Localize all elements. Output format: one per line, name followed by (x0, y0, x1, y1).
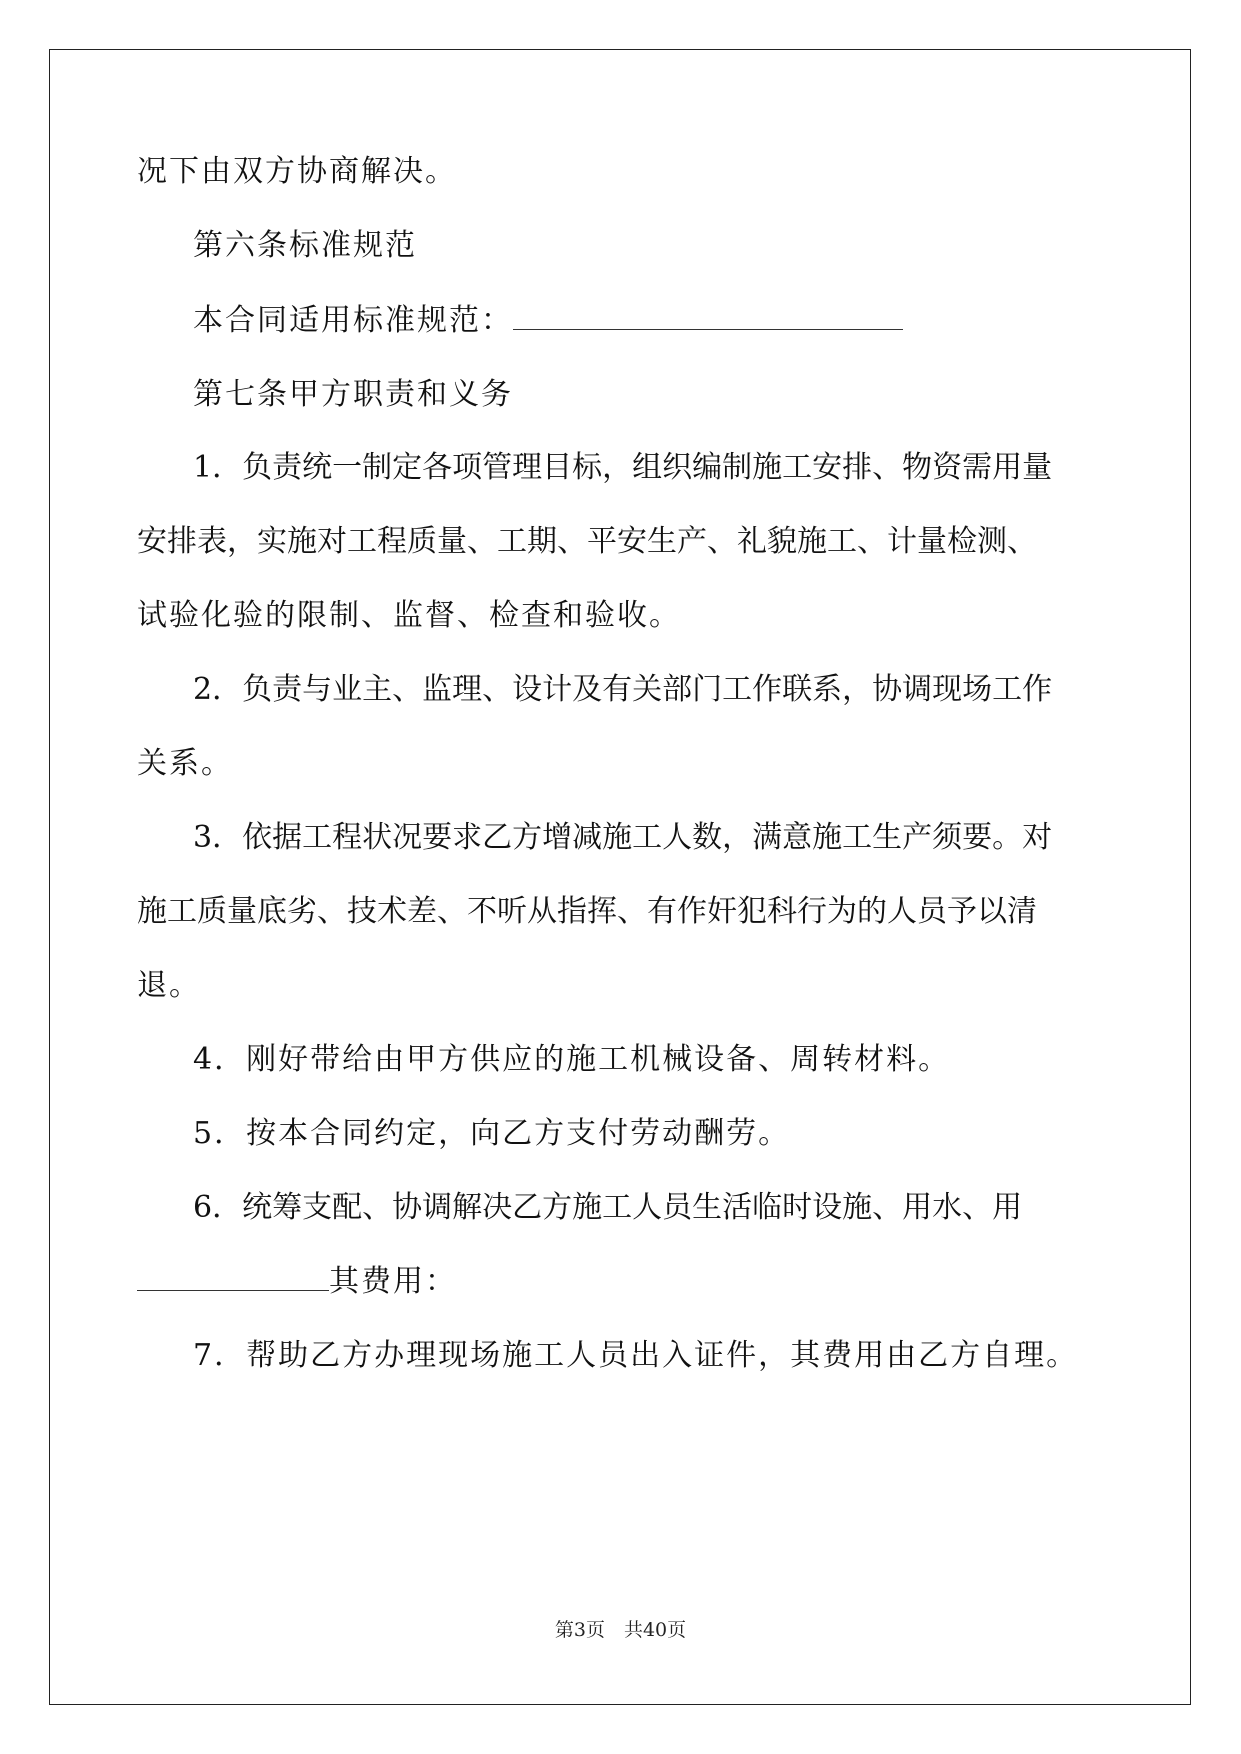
paragraph-line: 7．帮助乙方办理现场施工人员出入证件，其费用由乙方自理。 (193, 1338, 1079, 1373)
paragraph-line: 试验化验的限制、监督、检查和验收。 (137, 598, 681, 633)
paragraph-line: 况下由双方协商解决。 (137, 154, 457, 189)
standards-label: 本合同适用标准规范： (193, 303, 513, 338)
fee-label: 其费用： (329, 1264, 457, 1299)
fee-blank (137, 1264, 329, 1291)
paragraph-line: 4．刚好带给由甲方供应的施工机械设备、周转材料。 (193, 1042, 951, 1077)
paragraph-line: 安 排 表 ， 实 施 对 工 程 质 量 、 工 期 、 平 安 生 产 、 礼 貌 施 工 、 计 量 检 测 、 (137, 524, 1037, 559)
article-heading: 第七条甲方职责和义务 (193, 377, 513, 412)
paragraph-line: 3 ． 依 据 工 程 状 况 要 求 乙 方 增 减 施 工 人 数 ， 满 意 施 工 生 产 须 要 。 对 (193, 820, 1053, 855)
paragraph-line: 退。 (137, 968, 201, 1003)
paragraph-line: 施 工 质 量 底 劣 、 技 术 差 、 不 听 从 指 挥 、 有 作 奸 犯 科 行 为 的 人 员 予 以 清 (137, 894, 1037, 929)
paragraph-line: 6 ． 统 筹 支 配 、 协 调 解 决 乙 方 施 工 人 员 生 活 临 时 设 施 、 用 水 、 用 (193, 1190, 1023, 1225)
paragraph-line (137, 1262, 457, 1302)
standards-blank (513, 303, 903, 330)
paragraph-line: 2 ． 负 责 与 业 主 、 监 理 、 设 计 及 有 关 部 门 工 作 联 系 ， 协 调 现 场 工 作 (193, 672, 1053, 707)
page-number: 第3页 共40页 (554, 1619, 687, 1641)
paragraph-line: 5．按本合同约定，向乙方支付劳动酬劳。 (193, 1116, 791, 1151)
article-heading: 第六条标准规范 (193, 228, 417, 263)
paragraph-line: 1 ． 负 责 统 一 制 定 各 项 管 理 目 标 ， 组 织 编 制 施 工 安 排 、 物 资 需 用 量 (193, 450, 1053, 485)
paragraph-line (193, 301, 903, 341)
page-border (49, 49, 1191, 1705)
paragraph-line: 关系。 (137, 746, 233, 781)
